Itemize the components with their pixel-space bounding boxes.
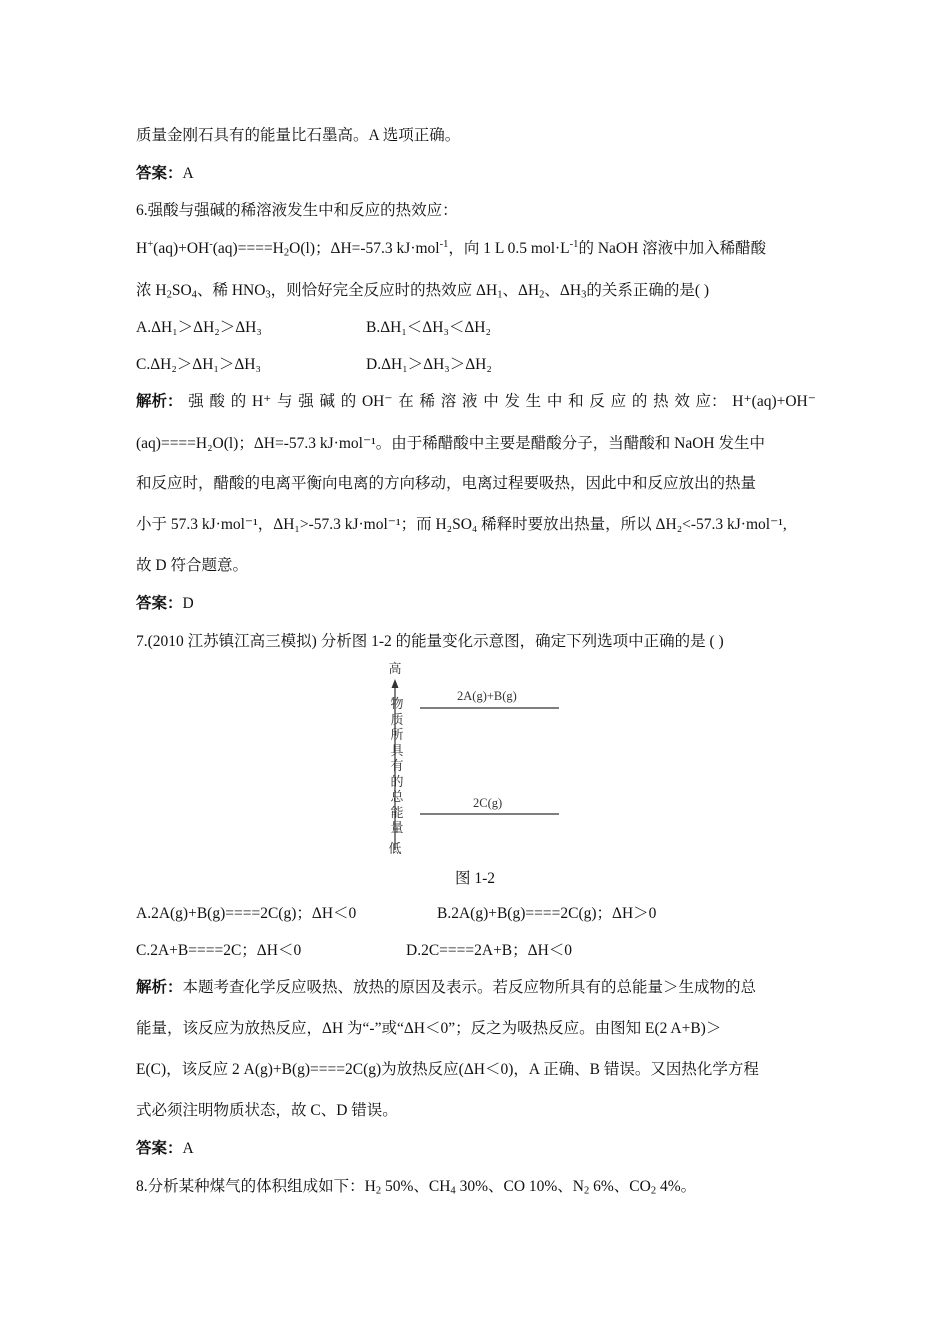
explanation-word: 的 (230, 393, 247, 410)
q7-option-b: B.2A(g)+B(g)====2C(g)；ΔH＞0 (437, 905, 657, 922)
q8-stem: 8.分析某种煤气的体积组成如下：$H_2$ 50%、$CH_4$ 30%、CO 10%、$N_2$ 6%、$CO_2$ 4%。 (136, 1178, 697, 1197)
q6-option-c: C.ΔH₂＞ΔH₁＞ΔH₃ (136, 356, 261, 373)
axis-label-char: 量 (390, 820, 404, 835)
explanation-word: 热 (653, 393, 669, 410)
answer-value: A (182, 165, 194, 182)
explanation-word: 反 (589, 393, 605, 410)
q7-option-c: C.2A+B====2C；ΔH＜0 (136, 942, 302, 959)
explanation-word: 中 (483, 393, 499, 410)
explanation-word: 液 (461, 393, 478, 410)
explanation-word: 的 (340, 393, 357, 410)
q6-equation-line: $H^+(aq)+OH^-(aq)====H_2O(l)$；ΔH=-57.3 kJ·mol$^{-1}$，向 1 L 0.5 $mol\cdot L^{-1}$的 NaOH 溶液中加入稀醋酸 (136, 239, 767, 259)
q6-explanation-line-2: (aq)====H₂O(l)；ΔH=-57.3 kJ·mol⁻¹。由于稀醋酸中主要是醋酸分子，当醋酸和 NaOH 发生中 (136, 435, 766, 452)
q6-condition-line: 浓 $H_2SO_4$、稀 $HNO_3$，则恰好完全反应时的热效应 $\Delta H_1$、$\Delta H_2$、$\Delta H_3$的关系正确的是( ) (136, 282, 710, 301)
axis-label-char: 总 (390, 789, 404, 804)
high-label: 高 (388, 661, 402, 676)
q7-stem: 7.(2010 江苏镇江高三模拟) 分析图 1-2 的能量变化示意图，确定下列选项中正确的是 ( ) (136, 633, 724, 650)
q7-explanation-line-2: 能量，该反应为放热反应，ΔH 为“-”或“ΔH＜0”；反之为吸热反应。由图知 E(2 A+B)＞ (136, 1020, 722, 1037)
explanation-label: 解析： (136, 393, 183, 410)
explanation-word: 在 (398, 393, 414, 410)
axis-label-char: 能 (390, 804, 404, 820)
q7-explanation-line-1: 解析：本题考查化学反应吸热、放热的原因及表示。若反应物所具有的总能量＞生成物的总 (136, 979, 757, 996)
answer-label: 答案： (136, 165, 183, 182)
upper-level-label: 2A(g)+B(g) (457, 689, 517, 703)
axis-label-char: 质 (390, 711, 404, 727)
axis-arrow-icon (392, 679, 399, 688)
answer-value: D (182, 595, 194, 612)
explanation-word: 效 (674, 393, 690, 410)
answer-label: 答案： (136, 595, 183, 612)
explanation-word: 强 (188, 393, 204, 410)
answer-line (136, 1139, 194, 1159)
q6-explanation-line-1 (136, 392, 816, 412)
explanation-word: 溶 (440, 393, 457, 410)
explanation-word: 稀 (419, 393, 436, 410)
axis-label-char: 的 (390, 773, 404, 789)
q7-explanation-line-4: 式必须注明物质状态，故 C、D 错误。 (136, 1102, 398, 1119)
q7-explanation-line-3: E(C)，该反应 2 A(g)+B(g)====2C(g)为放热反应(ΔH＜0)，A 正确、B 错误。又因热化学方程 (136, 1061, 759, 1078)
explanation-word: 生 (525, 393, 542, 410)
paragraph-continuation: 质量金刚石具有的能量比石墨高。A 选项正确。 (136, 127, 461, 144)
lower-level-label: 2C(g) (473, 796, 503, 810)
explanation-word: 与 (277, 393, 293, 410)
axis-label-char: 有 (390, 758, 404, 773)
q6-option-b: B.ΔH₁＜ΔH₃＜ΔH₂ (366, 319, 491, 336)
explanation-label: 解析： (136, 979, 183, 996)
q6-stem: 6.强酸与强碱的稀溶液发生中和反应的热效应： (136, 202, 458, 219)
explanation-word: OH⁻ (361, 393, 393, 410)
low-label: 低 (388, 841, 402, 856)
explanation-word: 应 (610, 393, 627, 410)
explanation-word: 发 (504, 393, 520, 410)
energy-diagram (385, 662, 585, 858)
figure-caption: 图 1-2 (455, 870, 496, 887)
q6-explanation-line-4: 小于 57.3 kJ·mol⁻¹，ΔH₁>-57.3 kJ·mol⁻¹；而 H₂SO₄ 稀释时要放出热量，所以 ΔH₂<-57.3 kJ·mol⁻¹, (136, 516, 787, 533)
explanation-word: 中 (546, 393, 563, 410)
answer-label: 答案： (136, 1140, 183, 1157)
explanation-word: 碱 (319, 393, 336, 410)
explanation-word: H⁺(aq)+OH⁻ (732, 393, 816, 410)
explanation-word: H⁺ (251, 393, 272, 410)
explanation-word: 酸 (209, 393, 225, 410)
explanation-word: 应： (695, 393, 727, 410)
axis-label-char: 具 (390, 742, 404, 758)
q6-option-d: D.ΔH₁＞ΔH₃＞ΔH₂ (366, 356, 492, 373)
q6-explanation-line-5: 故 D 符合题意。 (136, 557, 248, 574)
answer-line (136, 594, 194, 614)
axis-label-char: 物 (390, 696, 404, 711)
explanation-word: 的 (631, 393, 648, 410)
q6-explanation-line-3: 和反应时，醋酸的电离平衡向电离的方向移动，电离过程要吸热，因此中和反应放出的热量 (136, 475, 757, 492)
q7-option-d: D.2C====2A+B；ΔH＜0 (406, 942, 573, 959)
explanation-word: 和 (568, 393, 584, 410)
q6-option-a: A.ΔH₁＞ΔH₂＞ΔH₃ (136, 319, 262, 336)
q7-option-a: A.2A(g)+B(g)====2C(g)；ΔH＜0 (136, 905, 357, 922)
explanation-word: 强 (298, 393, 314, 410)
answer-value: A (182, 1140, 194, 1157)
answer-line (136, 164, 194, 184)
axis-label-char: 所 (390, 727, 404, 742)
